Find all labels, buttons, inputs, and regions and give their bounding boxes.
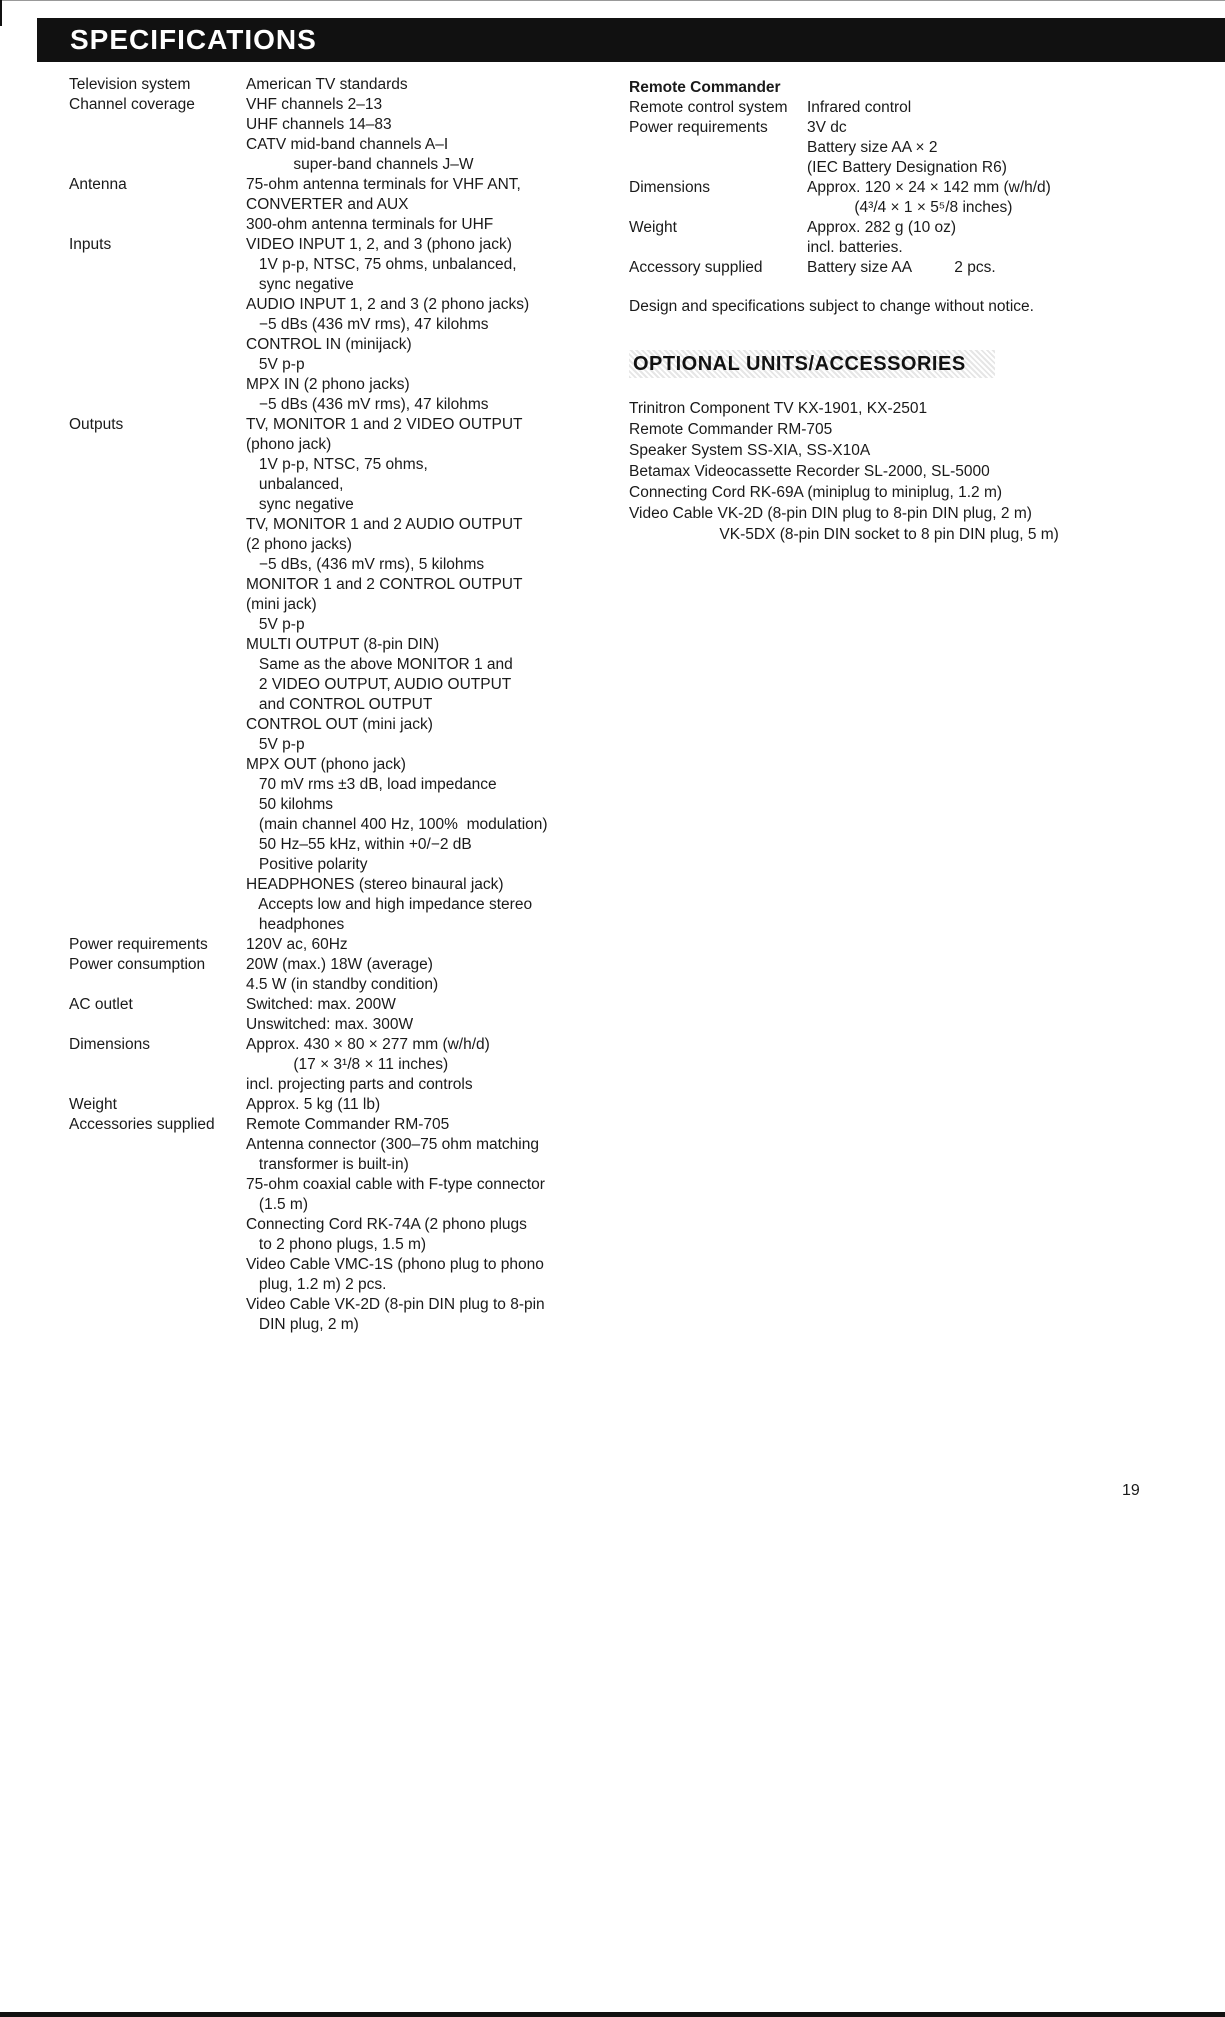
spec-value-line: Same as the above MONITOR 1 and xyxy=(246,656,513,673)
spec-value-line: DIN plug, 2 m) xyxy=(246,1316,359,1333)
spec-label: Power consumption xyxy=(69,956,206,973)
specifications-list xyxy=(69,75,548,1335)
remote-spec-values xyxy=(807,178,1051,218)
spec-row xyxy=(69,235,548,415)
remote-spec-value-line: Approx. 282 g (10 oz) xyxy=(807,219,957,236)
spec-value-line: (phono jack) xyxy=(246,436,332,453)
spec-value-line: Switched: max. 200W xyxy=(246,996,396,1013)
spec-value-line: TV, MONITOR 1 and 2 VIDEO OUTPUT xyxy=(246,416,523,433)
spec-value-line: AUDIO INPUT 1, 2 and 3 (2 phono jacks) xyxy=(246,296,530,313)
spec-value-line: 2 VIDEO OUTPUT, AUDIO OUTPUT xyxy=(246,676,512,693)
remote-spec-value-line: Battery size AA × 2 xyxy=(807,139,938,156)
spec-row xyxy=(69,1035,548,1095)
spec-value-line: Video Cable VK-2D (8-pin DIN plug to 8-pin xyxy=(246,1296,545,1313)
spec-value-line: −5 dBs (436 mV rms), 47 kilohms xyxy=(246,316,489,333)
spec-values xyxy=(246,1095,380,1115)
spec-value-line: transformer is built-in) xyxy=(246,1156,409,1173)
spec-value-line: sync negative xyxy=(246,276,354,293)
page-number: 19 xyxy=(1122,1482,1140,1499)
spec-value-line: UHF channels 14–83 xyxy=(246,116,392,133)
change-notice: Design and specifications subject to change without notice. xyxy=(629,298,1034,315)
spec-row xyxy=(69,95,548,175)
remote-spec-value-line: (IEC Battery Designation R6) xyxy=(807,159,1007,176)
spec-value-line: 4.5 W (in standby condition) xyxy=(246,976,439,993)
spec-value-line: VHF channels 2–13 xyxy=(246,96,383,113)
spec-value-line: (1.5 m) xyxy=(246,1196,309,1213)
spec-value-line: 1V p-p, NTSC, 75 ohms, xyxy=(246,456,428,473)
spec-row xyxy=(69,995,548,1035)
optional-accessories-heading: OPTIONAL UNITS/ACCESSORIES xyxy=(633,353,966,375)
spec-label: Power requirements xyxy=(69,936,208,953)
spec-value-line: Video Cable VMC-1S (phono plug to phono xyxy=(246,1256,544,1273)
remote-spec-label: Power requirements xyxy=(629,119,768,136)
spec-value-line: MPX IN (2 phono jacks) xyxy=(246,376,410,393)
spec-value-line: (mini jack) xyxy=(246,596,317,613)
spec-value-line: headphones xyxy=(246,916,345,933)
spec-value-line: Connecting Cord RK-74A (2 phono plugs xyxy=(246,1216,527,1233)
spec-value-line: MULTI OUTPUT (8-pin DIN) xyxy=(246,636,440,653)
spec-value-line: MPX OUT (phono jack) xyxy=(246,756,406,773)
accessory-item: VK-5DX (8-pin DIN socket to 8 pin DIN plug, 5 m) xyxy=(629,526,1059,543)
spec-row xyxy=(69,415,548,935)
spec-values xyxy=(246,75,408,95)
accessory-item: Video Cable VK-2D (8-pin DIN plug to 8-pin DIN plug, 2 m) xyxy=(629,505,1032,522)
spec-values xyxy=(246,935,348,955)
remote-commander-heading: Remote Commander xyxy=(629,79,781,96)
spec-label: Television system xyxy=(69,76,191,93)
remote-spec-value-line: 3V dc xyxy=(807,119,847,136)
spec-values xyxy=(246,1115,545,1335)
spec-value-line: −5 dBs (436 mV rms), 47 kilohms xyxy=(246,396,489,413)
spec-values xyxy=(246,1035,490,1095)
spec-value-line: CONTROL OUT (mini jack) xyxy=(246,716,433,733)
spec-value-line: TV, MONITOR 1 and 2 AUDIO OUTPUT xyxy=(246,516,523,533)
remote-spec-value-line: incl. batteries. xyxy=(807,239,903,256)
spec-values xyxy=(246,95,473,175)
bottom-border-line xyxy=(0,2012,1225,2017)
spec-label: Dimensions xyxy=(69,1036,150,1053)
remote-spec-label: Weight xyxy=(629,219,677,236)
remote-spec-row xyxy=(629,98,1199,118)
spec-value-line: Accepts low and high impedance stereo xyxy=(246,896,533,913)
spec-value-line: Approx. 430 × 80 × 277 mm (w/h/d) xyxy=(246,1036,490,1053)
spec-value-line: (2 phono jacks) xyxy=(246,536,352,553)
remote-spec-label: Dimensions xyxy=(629,179,710,196)
spec-values xyxy=(246,175,521,235)
spec-value-line: 120V ac, 60Hz xyxy=(246,936,348,953)
spec-value-line: 50 Hz–55 kHz, within +0/−2 dB xyxy=(246,836,472,853)
spec-value-line: Antenna connector (300–75 ohm matching xyxy=(246,1136,539,1153)
spec-value-line: 1V p-p, NTSC, 75 ohms, unbalanced, xyxy=(246,256,517,273)
spec-values xyxy=(246,415,548,935)
spec-label: AC outlet xyxy=(69,996,133,1013)
spec-value-line: CONTROL IN (minijack) xyxy=(246,336,412,353)
spec-row xyxy=(69,1095,548,1115)
spec-value-line: 75-ohm antenna terminals for VHF ANT, xyxy=(246,176,521,193)
spec-value-line: 300-ohm antenna terminals for UHF xyxy=(246,216,494,233)
spec-value-line: Approx. 5 kg (11 lb) xyxy=(246,1096,381,1113)
spec-value-line: (main channel 400 Hz, 100% modulation) xyxy=(246,816,548,833)
spec-value-line: 5V p-p xyxy=(246,616,305,633)
spec-value-line: Unswitched: max. 300W xyxy=(246,1016,414,1033)
spec-label: Channel coverage xyxy=(69,96,195,113)
remote-spec-value-line: Infrared control xyxy=(807,99,912,116)
spec-value-line: HEADPHONES (stereo binaural jack) xyxy=(246,876,504,893)
optional-accessories-heading-box xyxy=(629,350,995,378)
spec-row xyxy=(69,175,548,235)
spec-label: Weight xyxy=(69,1096,117,1113)
spec-value-line: sync negative xyxy=(246,496,354,513)
spec-row xyxy=(69,955,548,995)
spec-value-line: 70 mV rms ±3 dB, load impedance xyxy=(246,776,497,793)
spec-value-line: (17 × 3¹/8 × 11 inches) xyxy=(246,1056,449,1073)
spec-value-line: CONVERTER and AUX xyxy=(246,196,409,213)
spec-value-line: 50 kilohms xyxy=(246,796,334,813)
spec-values xyxy=(246,995,413,1035)
spec-value-line: plug, 1.2 m) 2 pcs. xyxy=(246,1276,387,1293)
remote-commander-rows xyxy=(629,98,1199,278)
spec-value-line: 5V p-p xyxy=(246,736,305,753)
spec-value-line: CATV mid-band channels A–I xyxy=(246,136,449,153)
remote-spec-row xyxy=(629,178,1199,218)
remote-spec-row xyxy=(629,218,1199,258)
spec-label: Outputs xyxy=(69,416,124,433)
remote-spec-row xyxy=(629,258,1199,278)
spec-value-line: American TV standards xyxy=(246,76,408,93)
spec-value-line: 5V p-p xyxy=(246,356,305,373)
spec-value-line: incl. projecting parts and controls xyxy=(246,1076,473,1093)
optional-accessories-list xyxy=(629,398,1219,545)
spec-value-line: Remote Commander RM-705 xyxy=(246,1116,450,1133)
spec-value-line: −5 dBs, (436 mV rms), 5 kilohms xyxy=(246,556,485,573)
remote-spec-value-line: Battery size AA 2 pcs. xyxy=(807,259,996,276)
spec-row xyxy=(69,75,548,95)
remote-spec-value-line: (4³/4 × 1 × 5⁵/8 inches) xyxy=(807,199,1013,216)
spec-value-line: super-band channels J–W xyxy=(246,156,474,173)
remote-commander-specs xyxy=(629,78,1199,278)
accessory-item: Betamax Videocassette Recorder SL-2000, SL-5000 xyxy=(629,463,990,480)
spec-label: Accessories supplied xyxy=(69,1116,215,1133)
accessory-item: Speaker System SS-XIA, SS-X10A xyxy=(629,442,871,459)
top-border-line xyxy=(0,0,1225,1)
accessory-item: Trinitron Component TV KX-1901, KX-2501 xyxy=(629,400,928,417)
margin-mark xyxy=(0,0,2,26)
accessory-item: Connecting Cord RK-69A (miniplug to miniplug, 1.2 m) xyxy=(629,484,1003,501)
spec-values xyxy=(246,235,529,415)
remote-spec-value-line: Approx. 120 × 24 × 142 mm (w/h/d) xyxy=(807,179,1051,196)
spec-value-line: VIDEO INPUT 1, 2, and 3 (phono jack) xyxy=(246,236,512,253)
spec-row xyxy=(69,1115,548,1335)
spec-value-line: MONITOR 1 and 2 CONTROL OUTPUT xyxy=(246,576,523,593)
spec-row xyxy=(69,935,548,955)
spec-value-line: to 2 phono plugs, 1.5 m) xyxy=(246,1236,427,1253)
spec-value-line: 75-ohm coaxial cable with F-type connector xyxy=(246,1176,545,1193)
remote-spec-row xyxy=(629,118,1199,178)
remote-spec-label: Accessory supplied xyxy=(629,259,763,276)
spec-value-line: unbalanced, xyxy=(246,476,344,493)
spec-values xyxy=(246,955,438,995)
remote-spec-values xyxy=(807,258,996,278)
remote-spec-label: Remote control system xyxy=(629,99,788,116)
spec-label: Antenna xyxy=(69,176,127,193)
spec-label: Inputs xyxy=(69,236,112,253)
accessory-item: Remote Commander RM-705 xyxy=(629,421,833,438)
page-title: SPECIFICATIONS xyxy=(70,24,317,55)
spec-value-line: Positive polarity xyxy=(246,856,368,873)
remote-spec-values xyxy=(807,98,911,118)
remote-spec-values xyxy=(807,218,956,258)
spec-value-line: 20W (max.) 18W (average) xyxy=(246,956,433,973)
spec-value-line: and CONTROL OUTPUT xyxy=(246,696,433,713)
remote-spec-values xyxy=(807,118,1007,178)
